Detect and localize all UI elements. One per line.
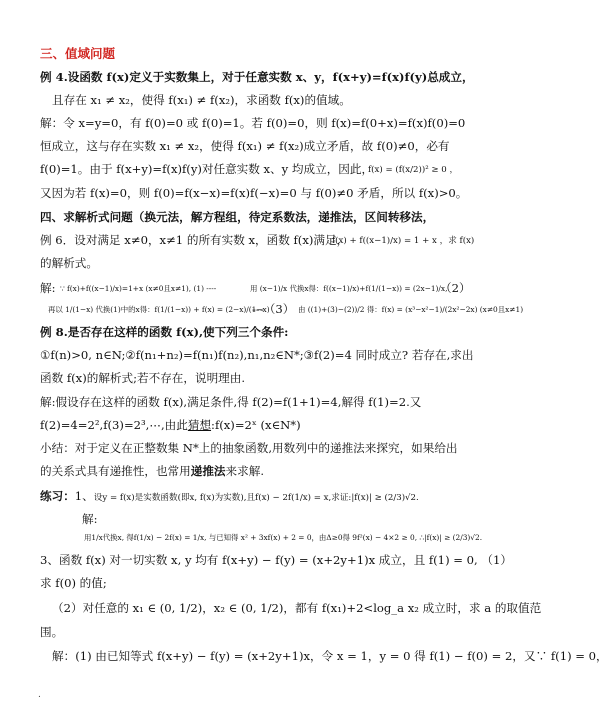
example-4-text: 例 4.设函数 f(x)定义于实数集上，对于任意实数 x、y，f(x+y)=f(x)f(y)总成立， [40,70,474,84]
summary-text: 的关系式具有递推性，也常用 [40,464,191,478]
example-8-solution-line-2 [40,417,468,433]
question-3-line-2: 求 f(0) 的值; [40,576,107,590]
footer-mark: . [38,690,41,700]
example-8-line-2: ①f(n)>0, n∈N;②f(n₁+n₂)=f(n₁)f(n₂),n₁,n₂∈N*;③f(2)=4 同时成立? 若存在,求出 [40,348,474,362]
practice-answer-line [82,511,468,527]
example-4-solution-line-4: 又因为若 f(x)=0，则 f(0)=f(x−x)=f(x)f(−x)=0 与 f(0)≠0 矛盾，所以 f(x)>0。 [40,186,468,200]
example-4-line-2: 且存在 x₁ ≠ x₂，使得 f(x₁) ≠ f(x₂)，求函数 f(x)的值域。 [52,93,351,107]
summary-ending: 来求解. [225,464,264,478]
practice-number: 1、 [74,489,94,503]
guess-word: 猜想 [187,418,212,432]
example-6-step-2-tag: （2） [440,281,471,295]
example-4-solution-line-3: f(0)=1。由于 f(x+y)=f(x)f(y)对任意实数 x、y 均成立，因此， [40,162,374,176]
question-3-line-4: 围。 [40,625,64,639]
example-6-equation: f(x) + f((x−1)/x) = 1 + x ，求 f(x) [332,236,475,246]
example-8-guess-formula: :f(x)=2ˣ (x∈N*) [211,418,301,432]
example-4-line-1 [40,69,474,85]
example-4-solution-line-2: 恒成立，这与存在实数 x₁ ≠ x₂，使得 f(x₁) ≠ f(x₂)成立矛盾，故 f(0)≠0，必有 [40,139,450,153]
summary-line-1: 小结：对于定义在正整数集 N*上的抽象函数,用数列中的递推法来探究，如果给出 [40,441,458,455]
question-3-line-3: （2）对任意的 x₁ ∈ (0, 1/2)，x₂ ∈ (0, 1/2)，都有 f(x₁)+2<log_a x₂ 成立时，求 a 的取值范 [52,601,542,615]
practice-answer-label: 解: [82,512,98,526]
practice-label: 练习： [40,489,75,503]
example-6-result: 由 ((1)+(3)−(2))/2 得：f(x) = (x³−x²−1)/(2x²−2x) (x≠0且x≠1) [298,305,524,314]
example-4-formula: f(x) = (f(x/2))² ≥ 0 ， [368,165,459,175]
example-6-line-1: 例 6．设对满足 x≠0，x≠1 的所有实数 x，函数 f(x)满足， [40,233,349,247]
section-heading-analytic: 四、求解析式问题（换元法，解方程组，待定系数法，递推法，区间转移法， [40,210,435,224]
example-8-line-3: 函数 f(x)的解析式;若不存在，说明理由. [40,371,246,385]
section-heading-range: 三、值域问题 [40,46,116,61]
example-6-step-3: 再以 1/(1−x) 代换(1)中的x得：f(1/(1−x)) + f(x) = (2−x)/(1−x) [48,305,270,314]
example-6-solution-label: 解: [40,281,56,295]
practice-question-1: 设y = f(x)是实数函数(即x, f(x)为实数),且f(x) − 2f(1/x) = x,求证:|f(x)| ≥ (2/3)√2. [93,493,419,503]
example-8-line-1: 例 8.是否存在这样的函数 f(x),使下列三个条件: [40,325,289,339]
question-3-solution-line: 解：(1) 由已知等式 f(x+y) − f(y) = (x+2y+1)x，令 x = 1，y = 0 得 f(1) − f(0) = 2，又∵ f(1) = 0， [52,649,608,663]
summary-line-2 [40,463,468,479]
question-3-line-1: 3、函数 f(x) 对一切实数 x, y 均有 f(x+y) − f(y) = (x+2y+1)x 成立，且 f(1) = 0, （1） [40,553,512,567]
example-4-solution-line-1: 解：令 x=y=0，有 f(0)=0 或 f(0)=1。若 f(0)=0，则 f(x)=f(0+x)=f(x)f(0)=0 [40,116,466,130]
example-8-solution-text: f(2)=4=2²,f(3)=2³,⋯,由此 [40,418,188,432]
practice-line-1 [40,488,468,506]
example-6-step-1: ∵ f(x)+f((x−1)/x)=1+x (x≠0且x≠1), (1) ---- [60,284,217,293]
example-6-step-3-tag: ---（3） [252,302,295,316]
practice-answer-text: 用1/x代换x, 得f(1/x) − 2f(x) = 1/x, 与已知得 x² + 3xf(x) + 2 = 0，由Δ≥0得 9f²(x) − 4×2 ≥ 0, ∴|f(x)| ≥ (2/3)√2. [84,533,483,542]
example-8-solution-line-1: 解:假设存在这样的函数 f(x),满足条件,得 f(2)=f(1+1)=4,解得 f(1)=2.又 [40,395,422,409]
recursion-method-term: 递推法 [190,464,226,478]
example-6-step-2: 用 (x−1)/x 代换x得：f((x−1)/x)+f(1/(1−x)) = (2x−1)/x, [250,284,448,293]
example-6-line-2: 的解析式。 [40,256,98,270]
